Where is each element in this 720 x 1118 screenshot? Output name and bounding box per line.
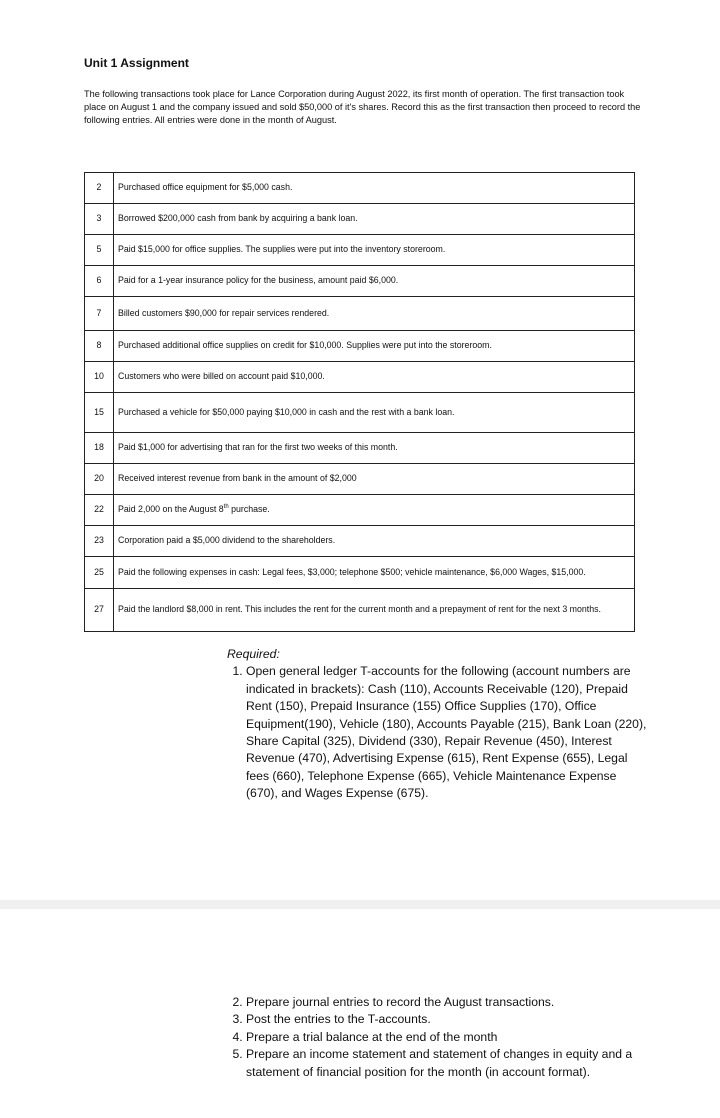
transaction-day: 10 <box>85 362 114 393</box>
transaction-row <box>85 297 635 331</box>
transaction-day: 20 <box>85 464 114 495</box>
description-text: Paid 2,000 on the August 8 <box>118 504 224 515</box>
transaction-row <box>85 557 635 589</box>
required-item: 3. Post the entries to the T-accounts. <box>246 1011 647 1028</box>
description-text: Purchased office equipment for $5,000 cash. <box>118 182 293 193</box>
superscript: th <box>223 504 229 511</box>
transaction-row <box>85 526 635 557</box>
transaction-description <box>114 173 635 204</box>
transaction-row <box>85 266 635 297</box>
description-text: Paid $15,000 for office supplies. The supplies were put into the inventory storeroom. <box>118 244 446 255</box>
description-text: Paid for a 1-year insurance policy for the business, amount paid $6,000. <box>118 275 399 286</box>
transaction-description <box>114 526 635 557</box>
transaction-row <box>85 204 635 235</box>
page-break <box>0 900 720 909</box>
transaction-day: 27 <box>85 589 114 632</box>
transaction-description <box>114 433 635 464</box>
transaction-day: 22 <box>85 495 114 526</box>
transaction-description <box>114 589 635 632</box>
description-text-after: purchase. <box>228 504 270 515</box>
page-title: Unit 1 Assignment <box>84 56 189 70</box>
transaction-row <box>85 495 635 526</box>
transaction-row <box>85 362 635 393</box>
transaction-day: 8 <box>85 331 114 362</box>
required-heading: Required: <box>227 647 280 661</box>
description-text: Corporation paid a $5,000 dividend to the shareholders. <box>118 535 336 546</box>
transaction-description <box>114 557 635 589</box>
transaction-description <box>114 393 635 433</box>
transaction-row <box>85 464 635 495</box>
description-text: Purchased a vehicle for $50,000 paying $10,000 in cash and the rest with a bank loan. <box>118 406 455 417</box>
transaction-description <box>114 266 635 297</box>
required-item: 1. Open general ledger T-accounts for the following (account numbers are indicated in brackets): Cash (110), Accounts Receivable (120), Prepaid Rent (150), Prepaid Insurance (155) Office Supplies (170), Office Equipment(190), Vehicle (180), Accounts Payable (215), Bank Loan (220), Share Capital (325), Dividend (330), Repair Revenue (450), Interest Revenue (470), Advertising Expense (615), Rent Expense (655), Legal fees (660), Telephone Expense (665), Vehicle Maintenance Expense (670), and Wages Expense (675). <box>246 663 647 802</box>
transaction-day: 5 <box>85 235 114 266</box>
transaction-row <box>85 589 635 632</box>
transaction-day: 25 <box>85 557 114 589</box>
transaction-description <box>114 297 635 331</box>
description-text: Received interest revenue from bank in the amount of $2,000 <box>118 473 357 484</box>
transaction-description <box>114 235 635 266</box>
transaction-description <box>114 464 635 495</box>
transaction-description <box>114 204 635 235</box>
required-item: 5. Prepare an income statement and statement of changes in equity and a statement of financial position for the month (in account format). <box>246 1046 647 1081</box>
description-text: Paid $1,000 for advertising that ran for the first two weeks of this month. <box>118 442 398 453</box>
required-section <box>227 646 647 803</box>
transaction-row <box>85 433 635 464</box>
transaction-description <box>114 362 635 393</box>
transaction-description <box>114 495 635 526</box>
transaction-day: 15 <box>85 393 114 433</box>
intro-paragraph: The following transactions took place for Lance Corporation during August 2022, its first month of operation. The first transaction took place on August 1 and the company issued and sold $50,000 of it's shares. Record this as the first transaction then proceed to record the following entries. All entries were done in the month of August. <box>84 89 641 125</box>
description-text: Purchased additional office supplies on credit for $10,000. Supplies were put into the storeroom. <box>118 340 492 351</box>
transaction-day: 7 <box>85 297 114 331</box>
description-text: Paid the landlord $8,000 in rent. This includes the rent for the current month and a prepayment of rent for the next 3 months. <box>118 604 601 615</box>
transaction-row <box>85 235 635 266</box>
transactions-table <box>84 172 635 632</box>
transaction-day: 23 <box>85 526 114 557</box>
transaction-row <box>85 331 635 362</box>
transaction-day: 18 <box>85 433 114 464</box>
description-text: Customers who were billed on account paid $10,000. <box>118 371 325 382</box>
required-item: 4. Prepare a trial balance at the end of the month <box>246 1029 647 1046</box>
transaction-day: 6 <box>85 266 114 297</box>
required-item: 2. Prepare journal entries to record the August transactions. <box>246 994 647 1011</box>
required-section-continued <box>227 994 647 1081</box>
description-text: Paid the following expenses in cash: Legal fees, $3,000; telephone $500; vehicle maintenance, $6,000 Wages, $15,000. <box>118 566 586 577</box>
transaction-day: 3 <box>85 204 114 235</box>
transaction-description <box>114 331 635 362</box>
transaction-day: 2 <box>85 173 114 204</box>
description-text: Borrowed $200,000 cash from bank by acquiring a bank loan. <box>118 213 358 224</box>
transaction-row <box>85 393 635 433</box>
description-text: Billed customers $90,000 for repair services rendered. <box>118 307 330 318</box>
transaction-row <box>85 173 635 204</box>
